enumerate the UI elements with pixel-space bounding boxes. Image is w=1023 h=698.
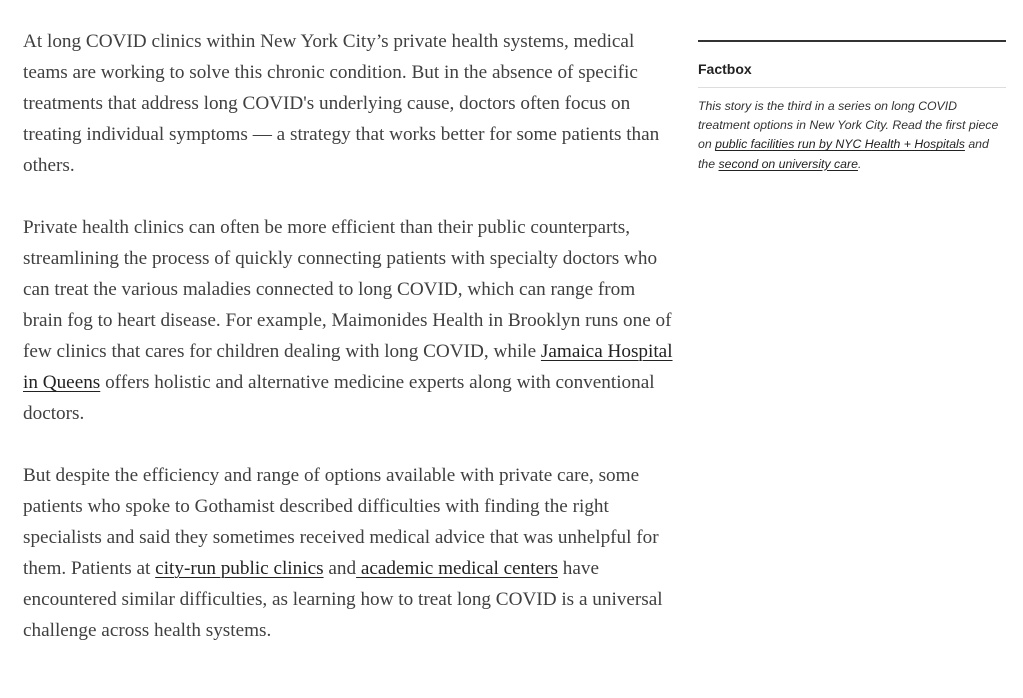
article-body xyxy=(23,26,673,677)
paragraph-text: Private health clinics can often be more efficient than their public counterparts, streamlining the process of quickly connecting patients with specialty doctors who can treat the various maladies connected to long COVID, which can range from brain fog to heart disease. For example, Maimonides Health in Brooklyn runs one of few clinics that cares for children dealing with long COVID, while xyxy=(23,217,672,362)
factbox xyxy=(698,40,1006,174)
factbox-text: and the xyxy=(698,137,989,171)
factbox-text: This story is the third in a series on long COVID treatment options in New York City. Read the first piece on xyxy=(698,99,999,152)
factbox-body xyxy=(698,97,1006,174)
article-paragraph: At long COVID clinics within New York City’s private health systems, medical teams are working to solve this chronic condition. But in the absence of specific treatments that address long COVID's underlying cause, doctors often focus on treating individual symptoms — a strategy that works better for some patients than others. xyxy=(23,31,660,176)
factbox-title: Factbox xyxy=(698,61,1006,88)
university-care-link[interactable]: second on university care xyxy=(718,156,858,171)
factbox-text: . xyxy=(857,156,862,171)
article-paragraph xyxy=(23,212,673,429)
public-facilities-link[interactable]: public facilities run by NYC Health + Hospitals xyxy=(715,137,965,152)
jamaica-hospital-link[interactable]: Jamaica Hospital in Queens xyxy=(23,341,673,393)
article-paragraph xyxy=(23,460,673,646)
paragraph-text: and xyxy=(323,558,357,579)
paragraph-text: have encountered similar difficulties, as learning how to treat long COVID is a universal challenge across health systems. xyxy=(23,558,663,641)
academic-medical-centers-link[interactable]: academic medical centers xyxy=(356,558,558,579)
paragraph-text: But despite the efficiency and range of options available with private care, some patients who spoke to Gothamist described difficulties with finding the right specialists and said they sometimes received medical advice that was unhelpful for them. Patients at xyxy=(23,465,659,579)
paragraph-text: offers holistic and alternative medicine experts along with conventional doctors. xyxy=(23,372,655,424)
city-run-clinics-link[interactable]: city-run public clinics xyxy=(155,558,324,579)
